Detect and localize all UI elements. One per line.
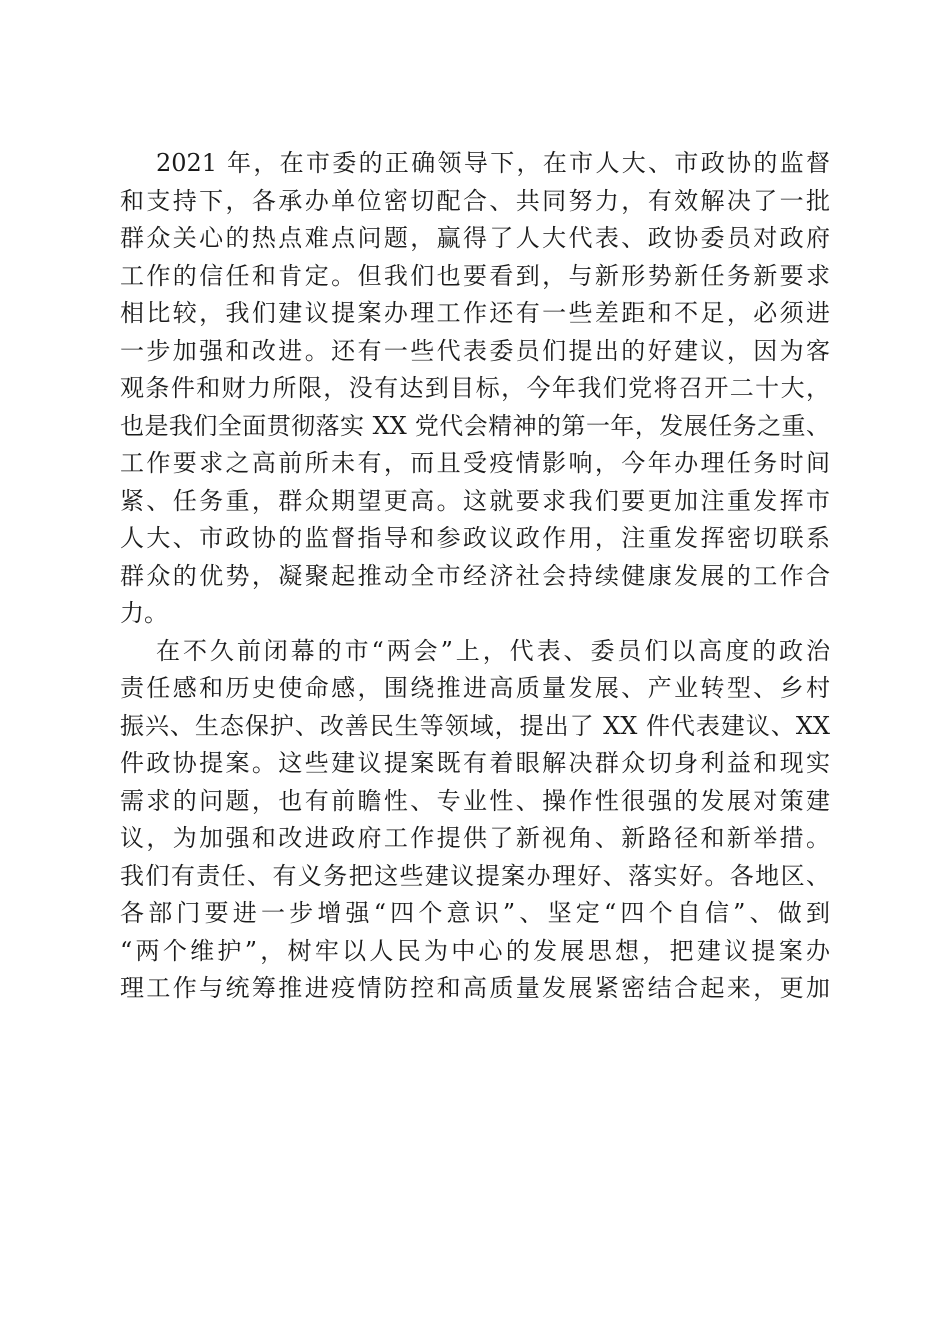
text-line: 责任感和历史使命感，围绕推进高质量发展、产业转型、乡村 xyxy=(120,674,830,702)
text-line: 也是我们全面贯彻落实 XX 党代会精神的第一年，发展任务之重、 xyxy=(120,411,830,440)
text-line: 各部门要进一步增强“四个意识”、坚定“四个自信”、做到 xyxy=(120,899,830,927)
text-line: 紧、任务重，群众期望更高。这就要求我们要更加注重发挥市 xyxy=(120,486,830,515)
document-body xyxy=(120,145,830,1008)
paragraph-2 xyxy=(120,633,830,1008)
text-line: 振兴、生态保护、改善民生等领域，提出了 XX 件代表建议、XX xyxy=(120,711,830,740)
text-line: 相比较，我们建议提案办理工作还有一些差距和不足，必须进 xyxy=(120,299,830,327)
text-line: 我们有责任、有义务把这些建议提案办理好、落实好。各地区、 xyxy=(120,861,830,890)
text-line: 和支持下，各承办单位密切配合、共同努力，有效解决了一批 xyxy=(120,186,830,215)
text-line: 人大、市政协的监督指导和参政议政作用，注重发挥密切联系 xyxy=(120,524,830,552)
text-line: 需求的问题，也有前瞻性、专业性、操作性很强的发展对策建 xyxy=(120,786,830,815)
text-line: 观条件和财力所限，没有达到目标，今年我们党将召开二十大， xyxy=(120,374,830,402)
text-line: 群众关心的热点难点问题，赢得了人大代表、政协委员对政府 xyxy=(120,224,830,252)
text-line: 理工作与统筹推进疫情防控和高质量发展紧密结合起来，更加 xyxy=(120,974,830,1002)
text-line: “两个维护”，树牢以人民为中心的发展思想，把建议提案办 xyxy=(120,936,830,965)
text-line: 力。 xyxy=(120,599,168,627)
text-line: 议，为加强和改进政府工作提供了新视角、新路径和新举措。 xyxy=(120,824,830,852)
text-line: 一步加强和改进。还有一些代表委员们提出的好建议，因为客 xyxy=(120,336,830,365)
text-line: 工作要求之高前所未有，而且受疫情影响，今年办理任务时间 xyxy=(120,449,830,477)
paragraph-1 xyxy=(120,145,830,633)
text-line: 2021 年，在市委的正确领导下，在市人大、市政协的监督 xyxy=(156,149,830,177)
text-line: 在不久前闭幕的市“两会”上，代表、委员们以高度的政治 xyxy=(156,636,830,665)
text-line: 件政协提案。这些建议提案既有着眼解决群众切身利益和现实 xyxy=(120,749,830,777)
text-line: 群众的优势，凝聚起推动全市经济社会持续健康发展的工作合 xyxy=(120,561,830,590)
text-line: 工作的信任和肯定。但我们也要看到，与新形势新任务新要求 xyxy=(120,261,830,290)
